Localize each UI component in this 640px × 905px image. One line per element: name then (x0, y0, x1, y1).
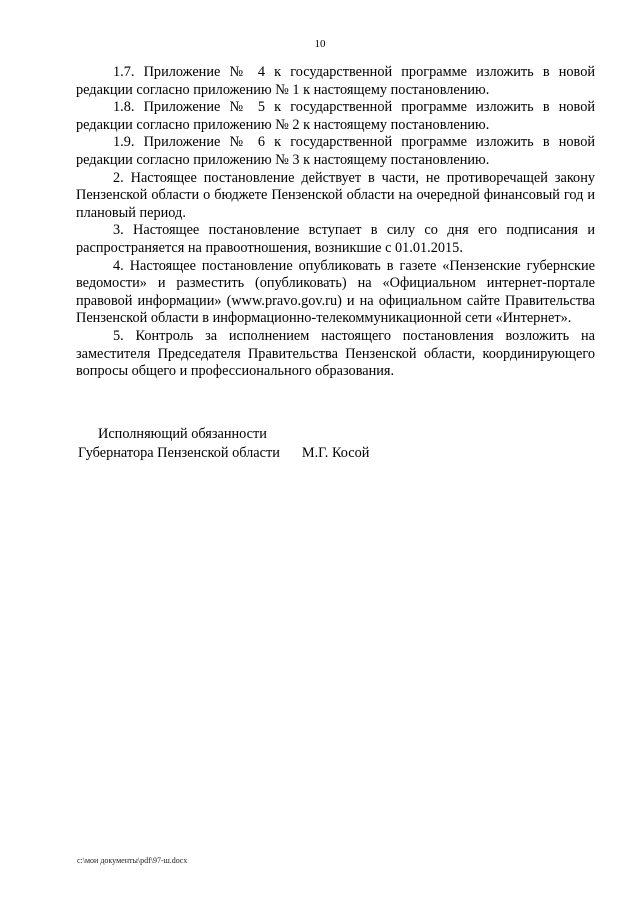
signature-row (78, 444, 438, 463)
paragraph-2: 2. Настоящее постановление действует в части, не противоречащей закону Пензенской области о бюджете Пензенской области на очередной финансовый год и плановый период. (76, 169, 595, 221)
signatory-title-line-2: Губернатора Пензенской области (78, 445, 280, 461)
signature-block (78, 425, 438, 463)
paragraph-5: 5. Контроль за исполнением настоящего постановления возложить на заместителя Председателя Правительства Пензенской области, координирующего вопросы общего и профессионального образования. (76, 327, 595, 380)
document-body (76, 64, 595, 381)
paragraph-4: 4. Настоящее постановление опубликовать в газете «Пензенские губернские ведомости» и разместить (опубликовать) на «Официальном интернет-портале правовой информации» (www.pravo.gov.ru) и на официальном сайте Правительства Пензенской области в информационно-телекоммуникационной сети «Интернет». (76, 257, 595, 327)
page-number: 10 (314, 38, 326, 50)
signatory-title-line-1: Исполняющий обязанности (98, 426, 267, 442)
paragraph-1-8: 1.8. Приложение № 5 к государственной программе изложить в новой редакции согласно приложению № 2 к настоящему постановлению. (76, 99, 595, 133)
paragraph-1-7: 1.7. Приложение № 4 к государственной программе изложить в новой редакции согласно приложению № 1 к настоящему постановлению. (76, 64, 595, 98)
paragraph-3: 3. Настоящее постановление вступает в силу со дня его подписания и распространяется на правоотношения, возникшие с 01.01.2015. (76, 222, 595, 256)
footer-file-path: c:\мои документы\pdf\97-ш.docx (77, 856, 188, 865)
signatory-name: М.Г. Косой (301, 445, 370, 461)
paragraph-1-9: 1.9. Приложение № 6 к государственной программе изложить в новой редакции согласно приложению № 3 к настоящему постановлению. (76, 134, 595, 168)
